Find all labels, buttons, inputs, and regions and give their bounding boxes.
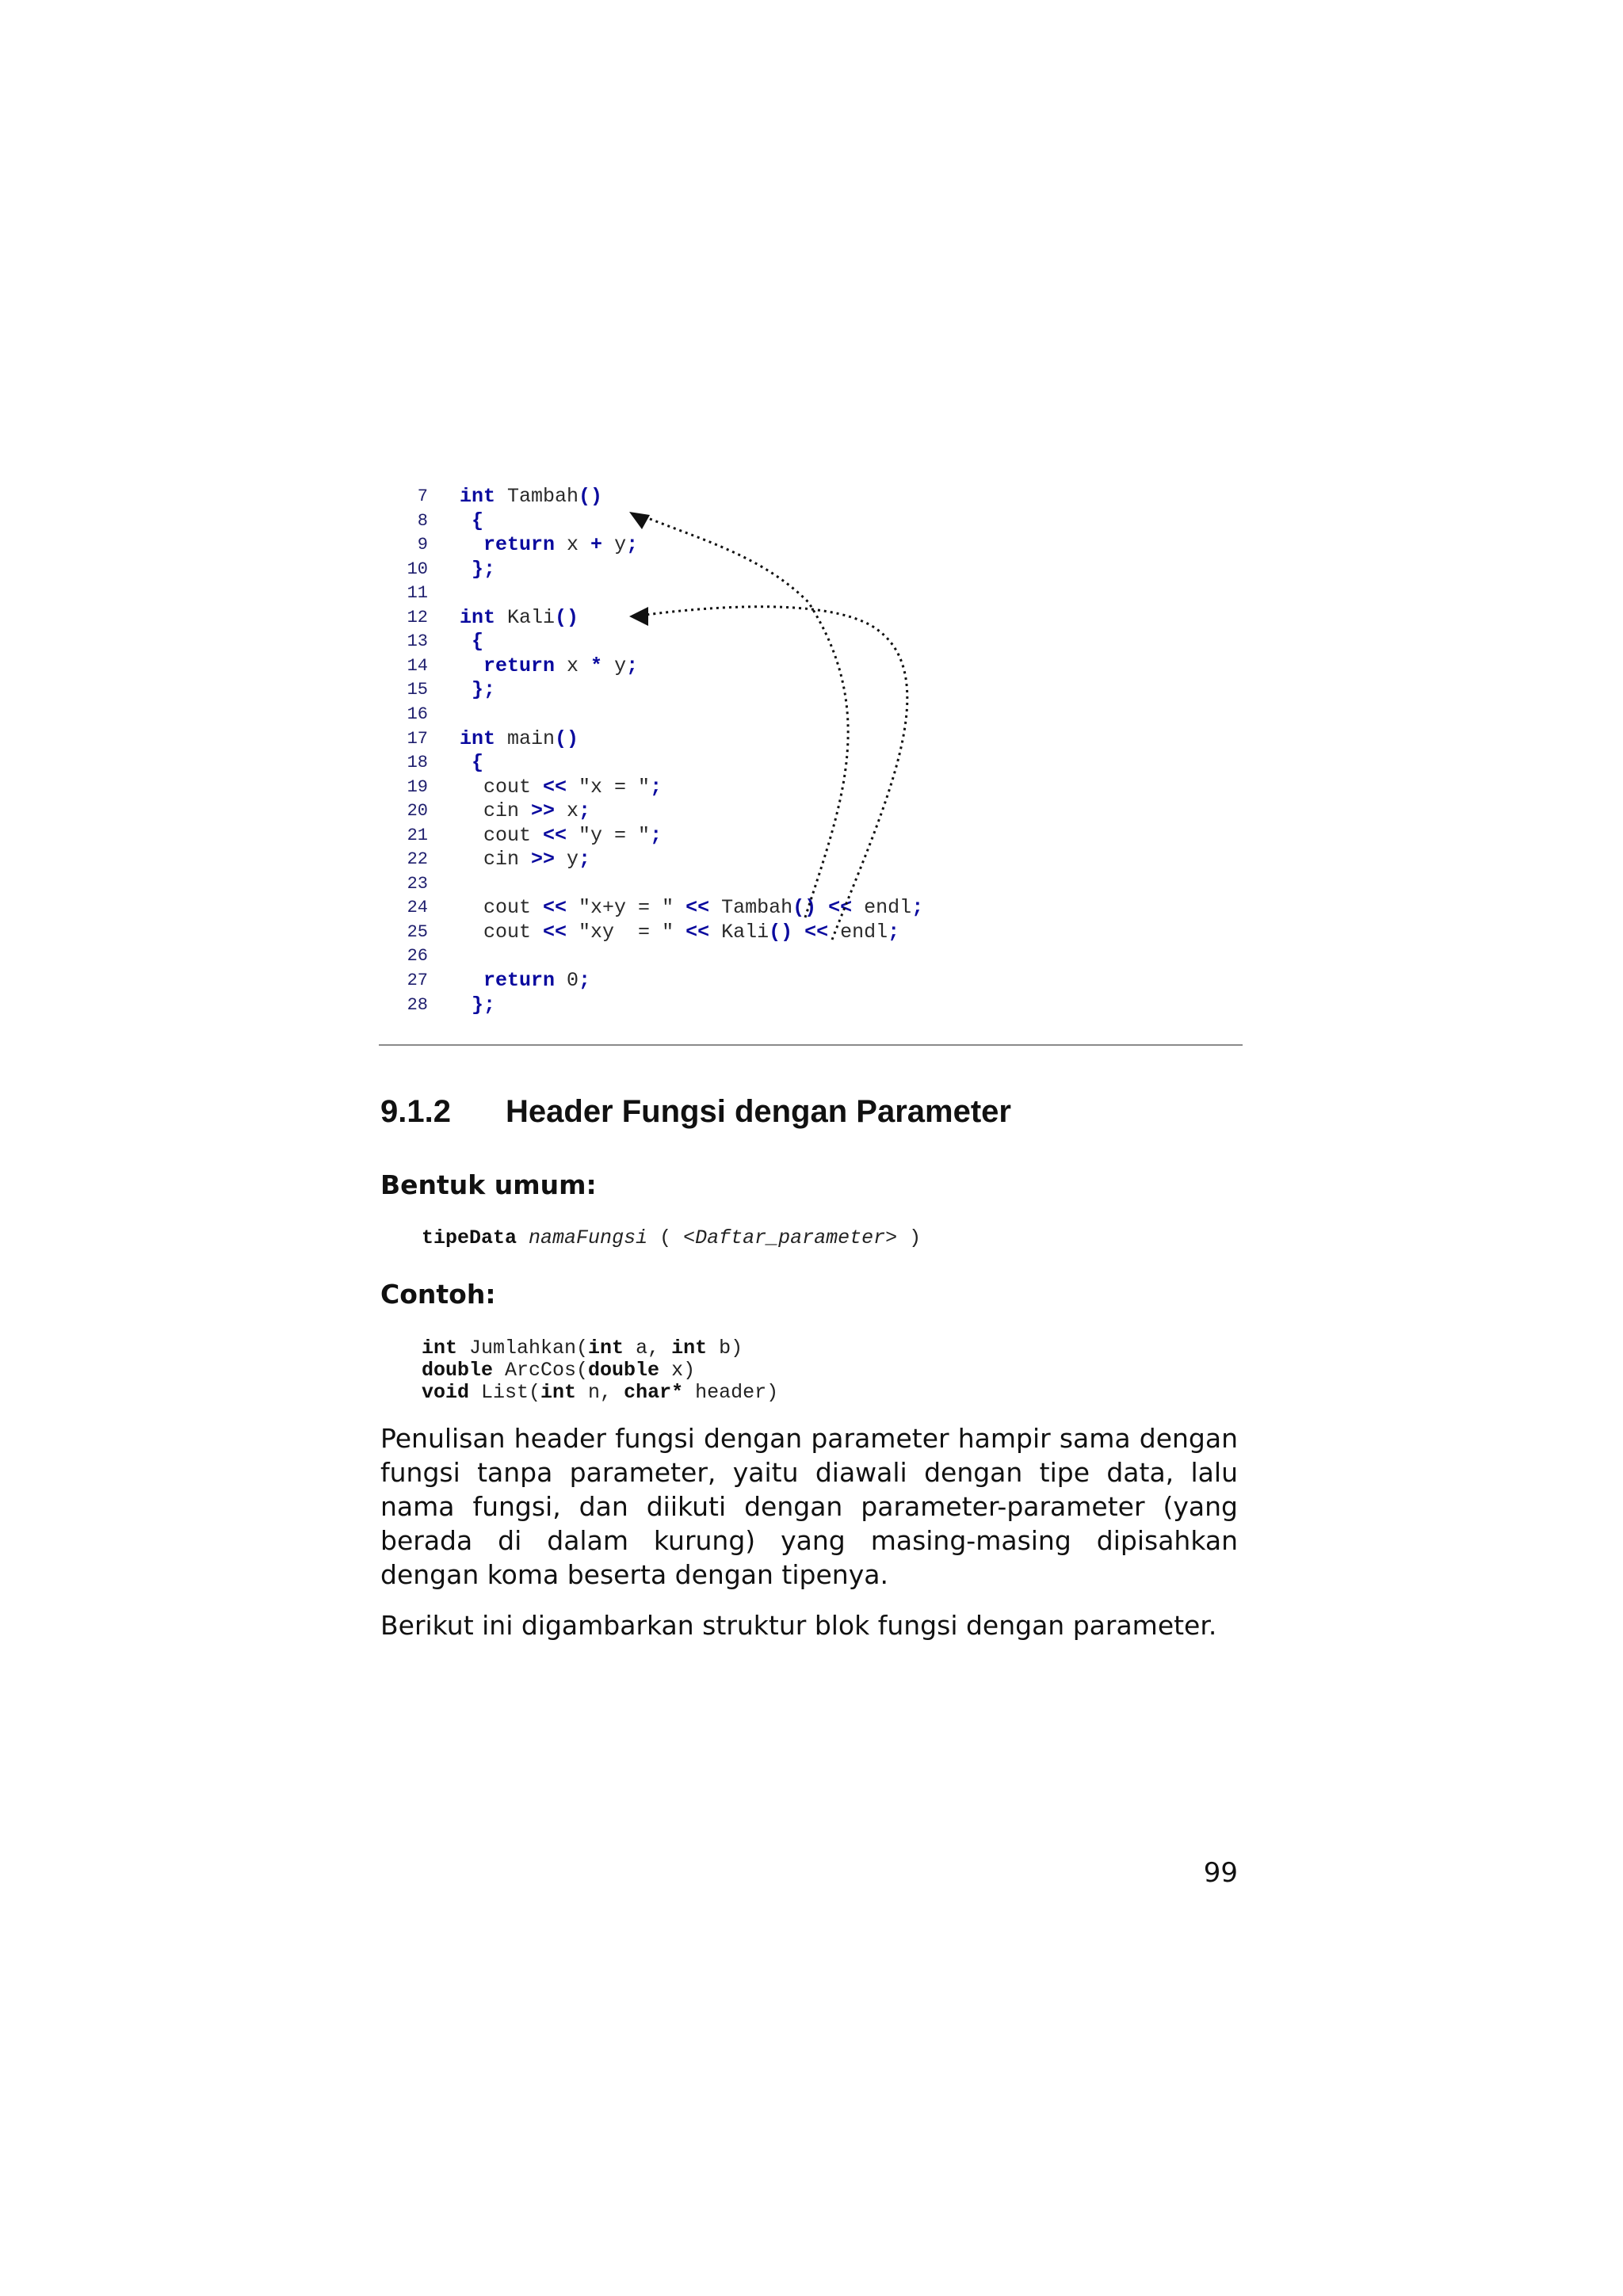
syntax-line: [422, 1227, 921, 1249]
code-keyword: int: [460, 727, 496, 750]
code-operator: ;: [579, 848, 591, 871]
code-line: [0, 751, 1030, 775]
line-number: 10: [407, 559, 428, 579]
code-token: y: [602, 533, 627, 557]
line-number: 27: [407, 971, 428, 990]
line-number: 19: [407, 776, 428, 797]
code-text: [460, 776, 662, 799]
code-text: [460, 727, 579, 751]
code-token: Tambah: [495, 485, 579, 508]
code-line: [0, 896, 1030, 920]
code-operator: (): [579, 485, 603, 508]
example-text: a,: [624, 1337, 672, 1360]
code-operator: (): [792, 896, 817, 920]
example-keyword: int: [540, 1381, 577, 1404]
syntax-name: namaFungsi: [529, 1226, 648, 1249]
code-token: "x+y = ": [567, 896, 686, 920]
example-line: [422, 1382, 778, 1404]
code-keyword: return: [483, 969, 556, 992]
code-text: [460, 751, 483, 775]
code-token: cout: [460, 775, 544, 799]
code-token: [460, 969, 483, 992]
code-operator: ;: [579, 969, 591, 992]
code-text: [460, 969, 590, 993]
code-token: x: [555, 533, 591, 557]
code-operator: {: [460, 509, 484, 532]
example-keyword: double: [422, 1359, 494, 1382]
code-token: endl: [852, 896, 912, 920]
code-token: "x = ": [567, 775, 651, 799]
line-number: 12: [407, 607, 428, 627]
section-divider: [379, 1044, 1243, 1046]
code-text: [460, 630, 483, 654]
code-text: [460, 485, 602, 509]
code-text: [460, 654, 638, 678]
line-number: 8: [417, 510, 428, 531]
code-operator: ;: [650, 775, 663, 799]
code-operator: };: [460, 557, 496, 581]
code-line: [0, 944, 1030, 968]
code-keyword: return: [483, 533, 556, 557]
code-line: [0, 558, 1030, 582]
code-token: Kali: [495, 605, 556, 629]
line-number: 17: [407, 728, 428, 749]
code-operator: <<: [543, 920, 567, 944]
line-number: 21: [407, 825, 428, 845]
example-keyword: double: [588, 1359, 660, 1382]
code-line: [0, 509, 1030, 533]
code-token: "xy = ": [567, 920, 686, 944]
code-token: y: [602, 654, 627, 677]
code-text: [460, 824, 662, 848]
code-line: [0, 727, 1030, 751]
line-number: 24: [407, 898, 428, 918]
page-number: 99: [1203, 1857, 1238, 1889]
code-operator: ;: [650, 823, 663, 847]
example-text: List(: [469, 1381, 541, 1404]
example-keyword: int: [671, 1337, 708, 1360]
code-text: [460, 896, 923, 920]
section-title: Header Fungsi dengan Parameter: [506, 1094, 1011, 1129]
line-number: 11: [407, 583, 428, 604]
code-operator: (): [555, 727, 579, 750]
label-contoh: Contoh:: [380, 1279, 496, 1310]
code-operator: ;: [626, 533, 639, 557]
code-token: [460, 654, 483, 677]
code-operator: (): [769, 920, 793, 944]
syntax-open: ( <: [647, 1226, 696, 1249]
syntax-close: > ): [885, 1226, 922, 1249]
line-number: 14: [407, 655, 428, 676]
line-number: 26: [407, 946, 428, 967]
code-operator: };: [460, 993, 496, 1016]
code-token: "y = ": [567, 823, 651, 847]
code-line: [0, 848, 1030, 871]
code-token: [816, 896, 828, 919]
code-operator: <<: [828, 896, 853, 920]
code-operator: <<: [685, 896, 710, 920]
code-line: [0, 994, 1030, 1017]
code-text: [460, 558, 495, 582]
code-line: [0, 824, 1030, 848]
example-keyword: void: [422, 1381, 470, 1404]
code-keyword: int: [460, 485, 496, 508]
code-operator: <<: [685, 920, 710, 944]
code-text: [460, 509, 483, 533]
code-text: [460, 606, 579, 630]
code-operator: <<: [543, 896, 567, 920]
line-number: 18: [407, 753, 428, 773]
code-operator: <<: [804, 920, 829, 944]
code-operator: {: [460, 630, 484, 654]
line-number: 9: [417, 535, 428, 555]
example-text: n,: [576, 1381, 624, 1404]
code-token: [460, 533, 483, 556]
code-token: x: [555, 799, 579, 823]
code-line: [0, 630, 1030, 654]
code-operator: ;: [911, 896, 924, 920]
line-number: 20: [407, 801, 428, 822]
code-token: cout: [460, 896, 544, 920]
code-line: [0, 654, 1030, 678]
code-operator: };: [460, 678, 496, 702]
code-token: 0: [555, 969, 579, 992]
code-token: cout: [460, 823, 544, 847]
code-token: [792, 921, 804, 944]
code-token: main: [495, 727, 556, 750]
example-text: x): [659, 1359, 696, 1382]
paragraph-intro-diagram: Berikut ini digambarkan struktur blok fungsi dengan parameter.: [380, 1610, 1217, 1641]
example-text: Jumlahkan(: [457, 1337, 589, 1360]
code-token: y: [555, 848, 579, 871]
code-line: [0, 582, 1030, 605]
code-operator: *: [590, 654, 603, 677]
example-line: [422, 1337, 743, 1360]
code-token: Kali: [709, 920, 769, 944]
code-line: [0, 776, 1030, 799]
example-keyword: int: [588, 1337, 624, 1360]
code-text: [460, 994, 495, 1017]
line-number: 15: [407, 680, 428, 700]
syntax-params: Daftar_parameter: [695, 1226, 886, 1249]
code-operator: {: [460, 751, 484, 775]
code-token: cout: [460, 920, 544, 944]
section-number: 9.1.2: [380, 1094, 451, 1129]
line-number: 16: [407, 704, 428, 724]
line-number: 23: [407, 873, 428, 894]
code-text: [460, 799, 590, 823]
line-number: 28: [407, 994, 428, 1015]
code-text: [460, 848, 590, 871]
example-text: b): [707, 1337, 743, 1360]
code-line: [0, 678, 1030, 702]
code-operator: <<: [543, 775, 567, 799]
code-operator: ;: [579, 799, 591, 823]
code-token: x: [555, 654, 591, 677]
syntax-type: tipeData: [422, 1226, 517, 1249]
code-operator: ;: [626, 654, 639, 677]
code-line: [0, 533, 1030, 557]
label-bentuk-umum: Bentuk umum:: [380, 1169, 597, 1200]
line-number: 13: [407, 631, 428, 652]
code-text: [460, 533, 638, 557]
code-operator: ;: [888, 920, 900, 944]
code-operator: >>: [531, 799, 556, 823]
code-line: [0, 703, 1030, 727]
code-operator: >>: [531, 848, 556, 871]
code-line: [0, 799, 1030, 823]
line-number: 25: [407, 921, 428, 942]
paragraph-explanation: Penulisan header fungsi dengan parameter hampir sama dengan fungsi tanpa parameter, yaitu diawali dengan tipe data, lalu nama fungsi, dan diikuti dengan parameter-parameter (yang berada di dalam kurung) yang masing-masing dipisahkan dengan koma beserta dengan tipenya.: [380, 1423, 1238, 1590]
code-operator: (): [555, 605, 579, 629]
code-keyword: return: [483, 654, 556, 677]
example-keyword: char*: [624, 1381, 684, 1404]
code-operator: <<: [543, 823, 567, 847]
code-line: [0, 872, 1030, 896]
code-token: Tambah: [709, 896, 793, 920]
code-token: cin: [460, 848, 532, 871]
code-token: cin: [460, 799, 532, 823]
code-line: [0, 606, 1030, 630]
code-token: endl: [828, 920, 888, 944]
code-line: [0, 921, 1030, 944]
example-line: [422, 1360, 695, 1382]
code-operator: +: [590, 533, 603, 557]
example-text: ArcCos(: [493, 1359, 589, 1382]
line-number: 22: [407, 849, 428, 870]
code-line: [0, 485, 1030, 509]
code-keyword: int: [460, 605, 496, 629]
code-line: [0, 969, 1030, 993]
code-text: [460, 921, 899, 944]
code-text: [460, 678, 495, 702]
line-number: 7: [417, 486, 428, 506]
example-keyword: int: [422, 1337, 458, 1360]
example-text: header): [683, 1381, 779, 1404]
